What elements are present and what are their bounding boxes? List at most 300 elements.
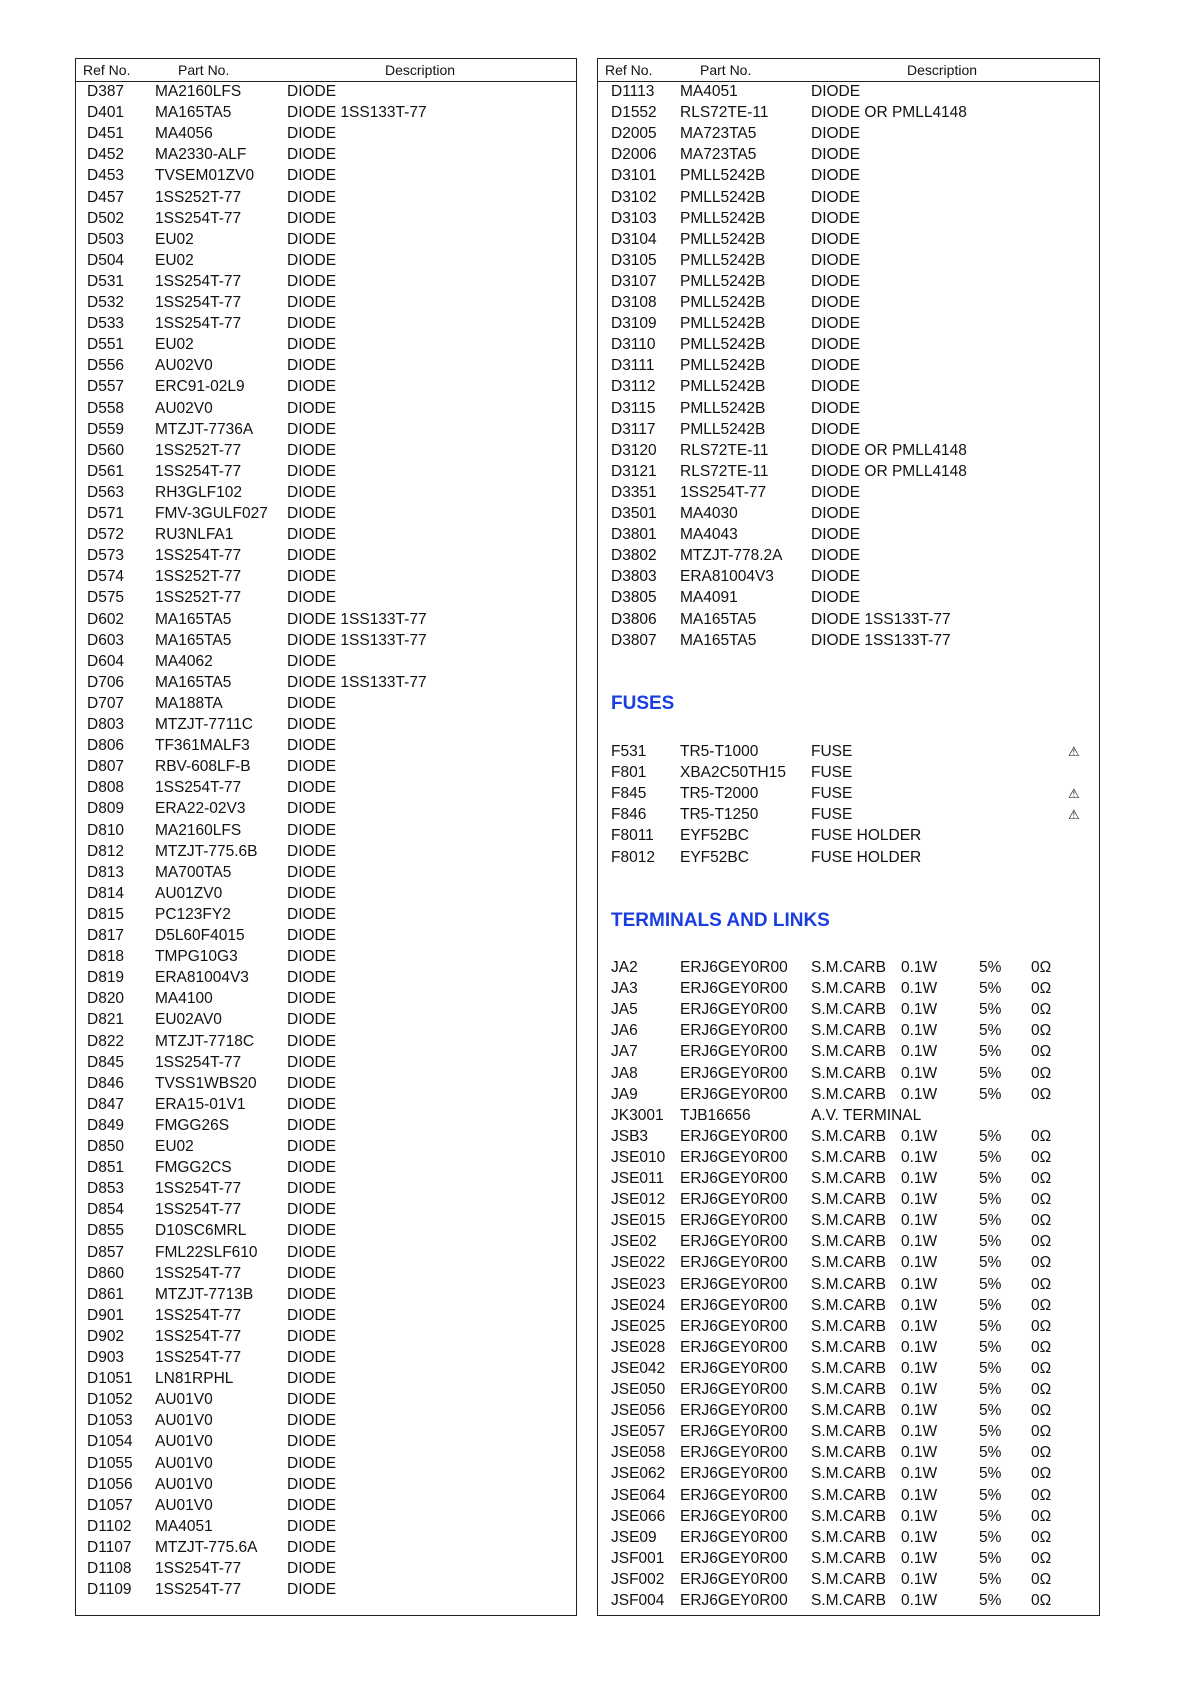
description: DIODE — [287, 1306, 337, 1324]
table-row — [76, 883, 576, 904]
ref-no: D1053 — [87, 1412, 133, 1430]
part-no: AU01V0 — [155, 1475, 213, 1493]
table-row — [598, 999, 1099, 1020]
part-no: 1SS254T-77 — [155, 1327, 242, 1345]
table-row — [76, 925, 576, 946]
description: DIODE — [287, 800, 337, 818]
ref-no: D3351 — [611, 483, 657, 501]
value: 0Ω — [1031, 1022, 1052, 1040]
ref-no: D559 — [87, 420, 125, 438]
ref-no: D401 — [87, 104, 125, 122]
description: DIODE 1SS133T-77 — [287, 104, 427, 122]
tolerance: 5% — [979, 1191, 1002, 1209]
table-row — [598, 1295, 1099, 1316]
table-row — [598, 440, 1099, 461]
table-row — [598, 847, 1099, 868]
wattage: 0.1W — [901, 1296, 938, 1314]
description: DIODE — [287, 589, 337, 607]
table-row — [76, 376, 576, 397]
description: DIODE — [811, 167, 861, 185]
table-row — [76, 334, 576, 355]
table-row — [76, 630, 576, 651]
value: 0Ω — [1031, 1170, 1052, 1187]
table-row — [598, 1189, 1099, 1210]
part-no: 1SS254T-77 — [155, 547, 242, 565]
tolerance: 5% — [979, 1170, 1002, 1187]
table-row — [598, 609, 1099, 630]
table-row — [598, 1379, 1099, 1400]
ref-no: D1055 — [87, 1454, 133, 1472]
description: S.M.CARB — [811, 1317, 886, 1335]
part-no: AU01V0 — [155, 1391, 213, 1409]
description: DIODE — [287, 779, 337, 797]
description: S.M.CARB — [811, 1191, 886, 1209]
part-no: ERJ6GEY0R00 — [680, 1402, 788, 1420]
description: FUSE — [811, 743, 853, 760]
tolerance: 5% — [979, 1254, 1002, 1272]
ref-no: D532 — [87, 294, 125, 311]
description: DIODE OR PMLL4148 — [811, 462, 967, 480]
table-row — [598, 804, 1099, 825]
ref-no: D3121 — [611, 462, 657, 480]
wattage: 0.1W — [901, 1127, 938, 1145]
table-row — [598, 630, 1099, 651]
part-no: ERJ6GEY0R00 — [680, 1486, 788, 1504]
table-row — [76, 292, 576, 313]
table-row — [598, 1569, 1099, 1590]
part-no: PMLL5242B — [680, 315, 766, 333]
part-no: 1SS254T-77 — [155, 1349, 242, 1366]
ref-no: F846 — [611, 806, 647, 824]
ref-no: JA3 — [611, 980, 638, 998]
table-row — [76, 313, 576, 334]
part-no: PMLL5242B — [680, 336, 766, 354]
tolerance: 5% — [979, 1127, 1002, 1145]
ref-no: D457 — [87, 188, 125, 206]
tolerance: 5% — [979, 1022, 1002, 1040]
description: DIODE — [287, 462, 337, 480]
description: DIODE — [287, 230, 337, 248]
part-no: MA4051 — [155, 1517, 213, 1535]
ref-no: D3802 — [611, 547, 657, 565]
ref-no: D707 — [87, 694, 125, 712]
table-row — [598, 978, 1099, 999]
ref-no: D860 — [87, 1264, 125, 1282]
tolerance: 5% — [979, 1233, 1002, 1251]
ref-no: D3501 — [611, 505, 657, 522]
table-row — [598, 81, 1099, 102]
part-no: ERJ6GEY0R00 — [680, 1444, 788, 1462]
table-row — [598, 1358, 1099, 1379]
table-row — [598, 1506, 1099, 1527]
section-title-fuses: FUSES — [611, 693, 675, 714]
tolerance: 5% — [979, 1212, 1002, 1230]
part-no: MA2330-ALF — [155, 146, 247, 164]
description: DIODE 1SS133T-77 — [811, 631, 951, 649]
ref-no: F845 — [611, 785, 647, 803]
ref-no: D503 — [87, 230, 125, 248]
table-row — [598, 123, 1099, 144]
value: 0Ω — [1031, 980, 1052, 998]
ref-no: D3115 — [611, 399, 656, 417]
description: DIODE — [287, 884, 337, 902]
part-no: MTZJT-778.2A — [680, 547, 783, 565]
part-no: ERJ6GEY0R00 — [680, 1191, 788, 1209]
header-description: Description — [907, 62, 978, 78]
description: S.M.CARB — [811, 1486, 886, 1504]
description: DIODE — [287, 167, 337, 185]
table-row — [76, 967, 576, 988]
table-row — [76, 777, 576, 798]
ref-no: JA2 — [611, 959, 638, 976]
description: S.M.CARB — [811, 1359, 886, 1377]
table-row — [76, 1220, 576, 1241]
description: DIODE — [287, 1201, 337, 1219]
table-row — [76, 1009, 576, 1030]
part-no: TR5-T1250 — [680, 806, 759, 824]
description: S.M.CARB — [811, 1296, 886, 1314]
table-row — [598, 419, 1099, 440]
ref-no: D563 — [87, 483, 125, 501]
wattage: 0.1W — [901, 1275, 938, 1293]
part-no: TF361MALF3 — [155, 737, 250, 755]
part-no: EU02 — [155, 251, 194, 269]
ref-no: JSE064 — [611, 1486, 666, 1504]
ref-no: JSB3 — [611, 1127, 649, 1145]
part-no: ERJ6GEY0R00 — [680, 1064, 788, 1082]
ref-no: D1052 — [87, 1391, 133, 1409]
table-row — [598, 1020, 1099, 1041]
table-row — [76, 820, 576, 841]
description: DIODE 1SS133T-77 — [811, 610, 951, 628]
part-no: 1SS254T-77 — [155, 1560, 242, 1577]
tolerance: 5% — [979, 1570, 1002, 1588]
ref-no: JSE028 — [611, 1338, 666, 1356]
part-no: 1SS254T-77 — [155, 272, 242, 290]
description: DIODE — [287, 1496, 337, 1514]
description: S.M.CARB — [811, 1001, 886, 1019]
table-row — [76, 1284, 576, 1305]
description: DIODE — [287, 420, 337, 438]
description: DIODE — [287, 842, 337, 860]
part-no: ERJ6GEY0R00 — [680, 1423, 788, 1441]
part-no: AU01V0 — [155, 1454, 213, 1472]
part-no: 1SS254T-77 — [155, 209, 242, 227]
part-no: ERA81004V3 — [680, 568, 774, 586]
part-no: ERC91-02L9 — [155, 378, 245, 396]
description: DIODE — [287, 1538, 337, 1556]
table-row — [76, 1410, 576, 1431]
ref-no: D807 — [87, 758, 125, 776]
table-row — [76, 1178, 576, 1199]
ref-no: D452 — [87, 146, 125, 164]
ref-no: JSE058 — [611, 1444, 666, 1462]
table-row — [76, 1431, 576, 1452]
description: DIODE — [287, 1159, 337, 1177]
table-row — [598, 783, 1099, 804]
table-row — [76, 798, 576, 819]
description: DIODE — [287, 1095, 337, 1113]
ref-no: F531 — [611, 743, 647, 760]
part-no: EYF52BC — [680, 848, 749, 866]
description: DIODE — [287, 1032, 337, 1050]
description: S.M.CARB — [811, 980, 886, 998]
description: DIODE — [287, 1243, 337, 1261]
wattage: 0.1W — [901, 1486, 938, 1504]
part-no: XBA2C50TH15 — [680, 764, 786, 782]
description: DIODE — [287, 526, 337, 544]
description: DIODE — [287, 315, 337, 333]
table-row — [76, 1389, 576, 1410]
ref-no: D902 — [87, 1327, 125, 1345]
part-no: 1SS254T-77 — [155, 294, 242, 311]
ref-no: D3117 — [611, 420, 656, 438]
description: DIODE — [287, 357, 337, 375]
wattage: 0.1W — [901, 1444, 938, 1462]
part-no: PC123FY2 — [155, 905, 231, 923]
part-no: ERJ6GEY0R00 — [680, 1549, 788, 1567]
description: DIODE — [287, 1454, 337, 1472]
part-no: ERJ6GEY0R00 — [680, 1127, 788, 1145]
description: DIODE — [811, 83, 861, 100]
ref-no: D812 — [87, 842, 125, 860]
part-no: 1SS254T-77 — [155, 462, 242, 480]
ref-no: JSE012 — [611, 1191, 666, 1209]
wattage: 0.1W — [901, 1001, 938, 1019]
table-row — [598, 187, 1099, 208]
ref-no: D572 — [87, 526, 125, 544]
table-row — [598, 957, 1099, 978]
part-no: ERJ6GEY0R00 — [680, 1381, 788, 1398]
part-no: ERJ6GEY0R00 — [680, 1338, 788, 1356]
ref-no: JA6 — [611, 1022, 638, 1040]
part-no: ERA81004V3 — [155, 969, 249, 987]
description: DIODE — [287, 948, 337, 966]
ref-no: D3112 — [611, 378, 656, 396]
part-no: 1SS254T-77 — [155, 1180, 242, 1198]
part-no: MA4100 — [155, 990, 213, 1008]
value: 0Ω — [1031, 1212, 1052, 1230]
description: A.V. TERMINAL — [811, 1106, 922, 1124]
ref-no: F801 — [611, 764, 647, 782]
table-row — [76, 187, 576, 208]
tolerance: 5% — [979, 1296, 1002, 1314]
description: DIODE — [811, 188, 861, 206]
table-row — [76, 461, 576, 482]
description: S.M.CARB — [811, 1212, 886, 1230]
table-row — [598, 313, 1099, 334]
ref-no: D551 — [87, 336, 125, 354]
ref-no: D901 — [87, 1306, 125, 1324]
ref-no: D3805 — [611, 589, 657, 607]
ref-no: JSF001 — [611, 1549, 665, 1567]
part-no: MA4091 — [680, 589, 738, 607]
table-row — [598, 144, 1099, 165]
table-row — [598, 1400, 1099, 1421]
ref-no: D533 — [87, 315, 125, 333]
part-no: MTZJT-7711C — [155, 716, 253, 733]
table-row — [598, 1168, 1099, 1189]
part-no: ERJ6GEY0R00 — [680, 1275, 788, 1293]
table-row — [76, 1516, 576, 1537]
description: DIODE — [287, 737, 337, 755]
table-row — [76, 1305, 576, 1326]
ref-no: D3120 — [611, 441, 657, 459]
part-no: LN81RPHL — [155, 1370, 234, 1388]
part-no: MA165TA5 — [680, 631, 757, 649]
description: FUSE HOLDER — [811, 827, 922, 845]
description: DIODE — [287, 1180, 337, 1198]
ref-no: D3105 — [611, 251, 657, 269]
ref-no: D2006 — [611, 146, 657, 164]
part-no: MA165TA5 — [155, 673, 232, 691]
ref-no: D557 — [87, 378, 125, 396]
description: DIODE — [287, 821, 337, 839]
table-row — [598, 1084, 1099, 1105]
ref-no: JSE010 — [611, 1148, 666, 1166]
part-no: MA4051 — [680, 83, 738, 100]
ref-no: D3110 — [611, 336, 656, 354]
table-row — [598, 334, 1099, 355]
part-no: TMPG10G3 — [155, 948, 238, 966]
ref-no: D706 — [87, 673, 125, 691]
table-row — [76, 440, 576, 461]
description: S.M.CARB — [811, 1043, 886, 1061]
description: DIODE — [287, 927, 337, 944]
value: 0Ω — [1031, 1507, 1052, 1525]
part-no: MA165TA5 — [155, 631, 232, 649]
description: DIODE — [287, 1285, 337, 1303]
ref-no: D815 — [87, 905, 125, 923]
table-row — [598, 398, 1099, 419]
description: DIODE — [287, 716, 337, 733]
table-row — [76, 524, 576, 545]
table-row — [598, 1063, 1099, 1084]
tolerance: 5% — [979, 980, 1002, 998]
table-row — [76, 1558, 576, 1579]
description: S.M.CARB — [811, 959, 886, 976]
table-row — [598, 1527, 1099, 1548]
value: 0Ω — [1031, 959, 1052, 976]
table-row — [598, 1485, 1099, 1506]
ref-no: D821 — [87, 1011, 125, 1029]
part-no: TVSS1WBS20 — [155, 1074, 257, 1092]
description: FUSE — [811, 785, 853, 803]
description: S.M.CARB — [811, 1254, 886, 1272]
description: S.M.CARB — [811, 1570, 886, 1588]
wattage: 0.1W — [901, 1507, 938, 1525]
table-row — [598, 461, 1099, 482]
description: S.M.CARB — [811, 1233, 886, 1251]
part-no: ERJ6GEY0R00 — [680, 1022, 788, 1040]
ref-no: D810 — [87, 821, 125, 839]
tolerance: 5% — [979, 1444, 1002, 1462]
ref-no: D850 — [87, 1138, 125, 1155]
ref-no: D903 — [87, 1349, 125, 1366]
part-no: PMLL5242B — [680, 294, 766, 311]
part-no: ERJ6GEY0R00 — [680, 959, 788, 976]
table-row — [598, 1548, 1099, 1569]
part-no: EU02AV0 — [155, 1011, 222, 1029]
table-row — [598, 376, 1099, 397]
table-row — [598, 503, 1099, 524]
ref-no: JSF002 — [611, 1570, 665, 1588]
ref-no: JSE057 — [611, 1423, 666, 1441]
wattage: 0.1W — [901, 959, 938, 976]
table-row — [76, 988, 576, 1009]
ref-no: D3109 — [611, 315, 657, 333]
part-no: RBV-608LF-B — [155, 758, 251, 776]
description: DIODE — [811, 483, 861, 501]
description: DIODE — [287, 969, 337, 987]
description: DIODE — [287, 1391, 337, 1409]
value: 0Ω — [1031, 1549, 1052, 1567]
table-row — [76, 1242, 576, 1263]
part-no: RLS72TE-11 — [680, 462, 769, 480]
table-row — [76, 398, 576, 419]
description: S.M.CARB — [811, 1402, 886, 1420]
description: DIODE — [811, 315, 861, 333]
wattage: 0.1W — [901, 1338, 938, 1356]
description: DIODE — [287, 1116, 337, 1134]
ref-no: JK3001 — [611, 1106, 664, 1124]
ref-no: D857 — [87, 1243, 125, 1261]
table-row — [76, 1263, 576, 1284]
ref-no: D817 — [87, 927, 125, 944]
description: FUSE — [811, 806, 853, 824]
description: S.M.CARB — [811, 1275, 886, 1293]
ref-no: JSE022 — [611, 1254, 666, 1272]
table-row — [76, 1136, 576, 1157]
table-row — [598, 1210, 1099, 1231]
description: DIODE — [287, 694, 337, 712]
description: DIODE — [287, 209, 337, 227]
table-row — [76, 1368, 576, 1389]
description: S.M.CARB — [811, 1549, 886, 1567]
part-no: D5L60F4015 — [155, 927, 245, 944]
wattage: 0.1W — [901, 1423, 938, 1441]
tolerance: 5% — [979, 1359, 1002, 1377]
description: S.M.CARB — [811, 1127, 886, 1145]
description: S.M.CARB — [811, 1592, 886, 1609]
description: DIODE — [811, 357, 861, 375]
table-row — [598, 355, 1099, 376]
tolerance: 5% — [979, 1085, 1002, 1103]
part-no: ERJ6GEY0R00 — [680, 1570, 788, 1588]
description: DIODE — [811, 505, 861, 522]
table-row — [598, 1252, 1099, 1273]
description: DIODE — [287, 505, 337, 522]
part-no: ERJ6GEY0R00 — [680, 1359, 788, 1377]
tolerance: 5% — [979, 1043, 1002, 1061]
description: DIODE — [287, 1327, 337, 1345]
part-no: MTZJT-7736A — [155, 420, 254, 438]
table-row — [598, 271, 1099, 292]
tolerance: 5% — [979, 1507, 1002, 1525]
description: DIODE — [811, 568, 861, 586]
tolerance: 5% — [979, 1148, 1002, 1166]
wattage: 0.1W — [901, 1064, 938, 1082]
ref-no: D853 — [87, 1180, 125, 1198]
description: DIODE — [287, 83, 337, 100]
part-no: D10SC6MRL — [155, 1222, 247, 1240]
ref-no: D1107 — [87, 1538, 132, 1556]
description: DIODE — [811, 294, 861, 311]
table-row — [76, 735, 576, 756]
part-no: MTZJT-775.6B — [155, 842, 258, 860]
value: 0Ω — [1031, 1381, 1052, 1398]
part-no: MA723TA5 — [680, 146, 757, 164]
